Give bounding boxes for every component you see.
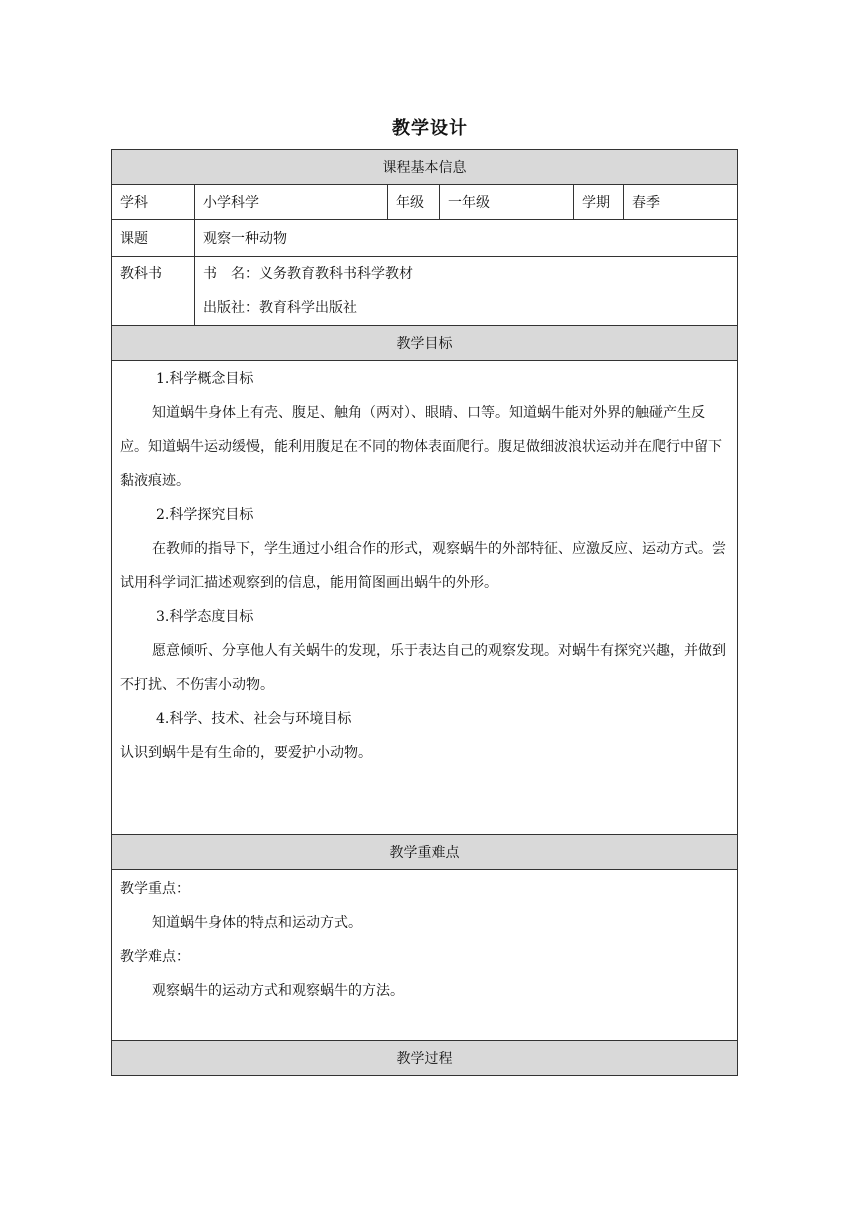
topic-value: 观察一种动物: [195, 220, 738, 257]
objective-text-1: 知道蜗牛身体上有壳、腹足、触角（两对）、眼睛、口等。知道蜗牛能对外界的触碰产生反应。知道蜗牛运动缓慢，能利用腹足在不同的物体表面爬行。腹足做细波浪状运动并在爬行中留下黏液痕迹。: [120, 405, 722, 489]
lesson-plan-table: [111, 149, 738, 1076]
objective-text-4: 认识到蜗牛是有生命的，要爱护小动物。: [120, 745, 372, 761]
section-header-process: 教学过程: [112, 1041, 738, 1076]
section-header-objectives: 教学目标: [112, 326, 738, 361]
objectives-cell: [112, 361, 738, 835]
key-point-text: 知道蜗牛身体的特点和运动方式。: [152, 915, 362, 931]
objective-text-3: 愿意倾听、分享他人有关蜗牛的发现，乐于表达自己的观察发现。对蜗牛有探究兴趣，并做到不打扰、不伤害小动物。: [120, 643, 726, 693]
key-point-label: 教学重点：: [120, 881, 190, 897]
term-value: 春季: [624, 185, 738, 220]
grade-label: 年级: [388, 185, 440, 220]
objective-heading-4: 4.科学、技术、社会与环境目标: [156, 711, 352, 727]
term-label: 学期: [574, 185, 624, 220]
objective-heading-3: 3.科学态度目标: [156, 609, 254, 625]
objective-heading-2: 2.科学探究目标: [156, 507, 254, 523]
section-header-basic-info: 课程基本信息: [112, 150, 738, 185]
objective-text-2: 在教师的指导下，学生通过小组合作的形式，观察蜗牛的外部特征、应激反应、运动方式。尝试用科学词汇描述观察到的信息，能用简图画出蜗牛的外形。: [120, 541, 726, 591]
page-title: 教学设计: [392, 118, 468, 139]
textbook-label: 教科书: [112, 257, 195, 326]
key-points-cell: [112, 870, 738, 1041]
topic-label: 课题: [112, 220, 195, 257]
subject-value: 小学科学: [195, 185, 388, 220]
objective-heading-1: 1.科学概念目标: [156, 371, 254, 387]
textbook-publisher: 出版社：教育科学出版社: [203, 300, 357, 316]
section-header-key-points: 教学重难点: [112, 835, 738, 870]
difficult-point-label: 教学难点：: [120, 949, 190, 965]
difficult-point-text: 观察蜗牛的运动方式和观察蜗牛的方法。: [152, 983, 404, 999]
grade-value: 一年级: [440, 185, 574, 220]
textbook-name: 书 名：义务教育教科书科学教材: [203, 266, 413, 282]
subject-label: 学科: [112, 185, 195, 220]
